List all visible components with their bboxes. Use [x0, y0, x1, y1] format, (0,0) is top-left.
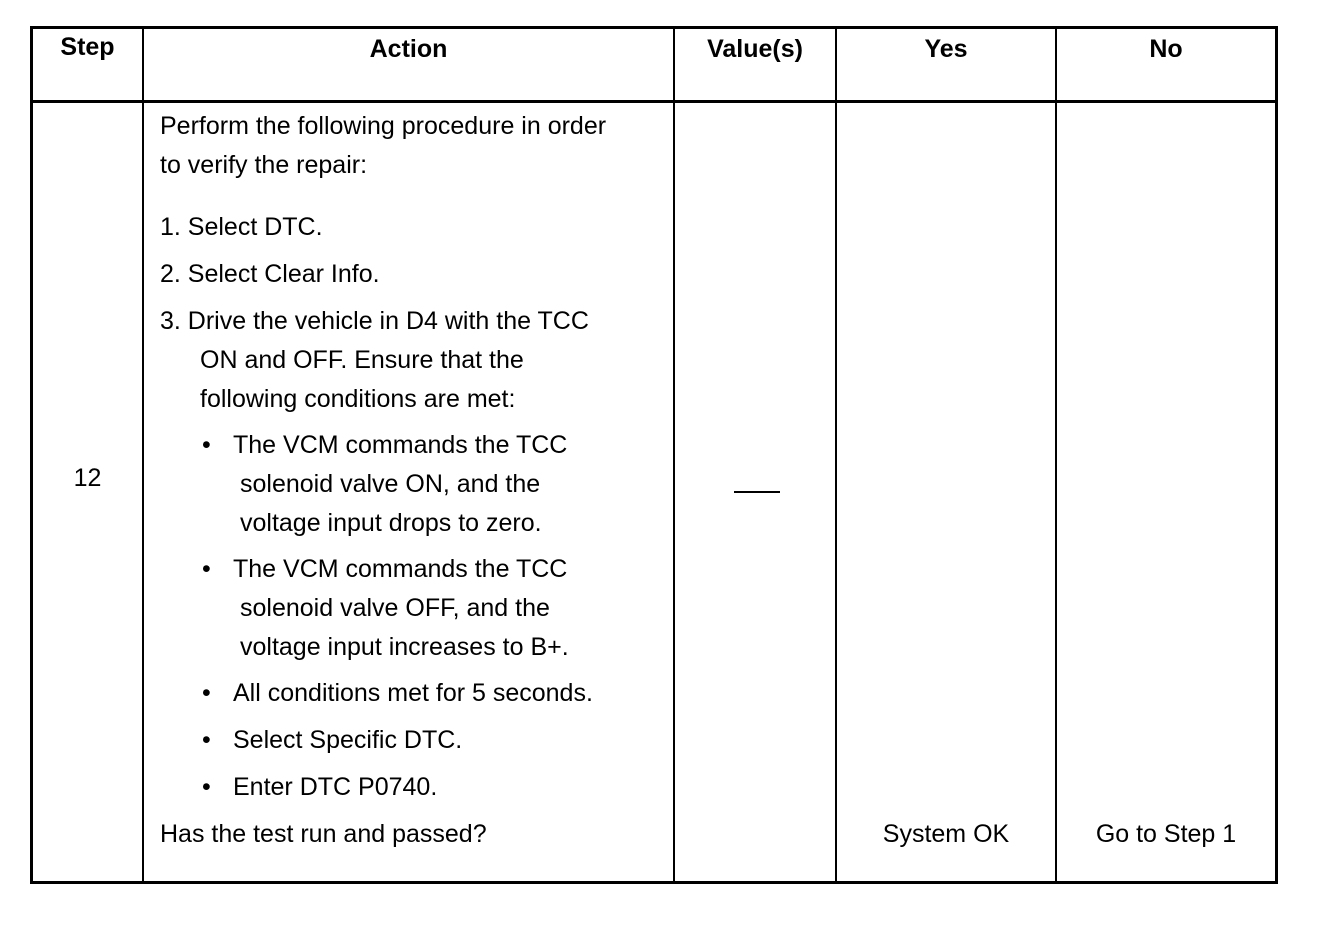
bullet-dot: •: [202, 679, 211, 707]
condition-bullet: [160, 768, 675, 807]
action-question: Has the test run and passed?: [160, 820, 487, 848]
bullet-text: The VCM commands the TCC: [233, 431, 568, 459]
header-no: No: [1149, 35, 1183, 63]
condition-bullet: [160, 674, 675, 713]
action-intro-line: Perform the following procedure in order: [160, 112, 607, 140]
bullet-dot: •: [202, 431, 211, 459]
action-step-3-cont: ON and OFF. Ensure that the: [200, 346, 524, 374]
bullet-text: The VCM commands the TCC: [233, 555, 568, 583]
bullet-text: Select Specific DTC.: [233, 726, 463, 754]
header-yes: Yes: [924, 35, 968, 63]
bullet-text-cont: voltage input drops to zero.: [240, 509, 542, 537]
bullet-text: Enter DTC P0740.: [233, 773, 438, 801]
action-step-2: 2. Select Clear Info.: [160, 260, 380, 288]
header-values: Value(s): [707, 35, 803, 63]
column-divider: [835, 29, 837, 881]
yes-result: System OK: [882, 820, 1010, 848]
action-cell: [160, 107, 675, 854]
step-number: 12: [73, 464, 102, 492]
bullet-dot: •: [202, 773, 211, 801]
action-step-1: 1. Select DTC.: [160, 213, 323, 241]
condition-bullet: [160, 550, 675, 589]
condition-bullet: [160, 721, 675, 760]
column-divider: [142, 29, 144, 881]
action-step-3-cont: following conditions are met:: [200, 385, 516, 413]
header-action: Action: [369, 35, 448, 63]
condition-bullet: [160, 426, 675, 465]
column-divider: [1055, 29, 1057, 881]
diagnostic-table: [30, 26, 1278, 884]
action-intro-line: to verify the repair:: [160, 151, 368, 179]
action-step-3: 3. Drive the vehicle in D4 with the TCC: [160, 307, 589, 335]
bullet-text-cont: solenoid valve ON, and the: [240, 470, 541, 498]
no-result: Go to Step 1: [1095, 820, 1237, 848]
bullet-dot: •: [202, 555, 211, 583]
value-dash: [734, 491, 780, 493]
bullet-dot: •: [202, 726, 211, 754]
header-divider: [33, 100, 1275, 103]
bullet-text-cont: solenoid valve OFF, and the: [240, 594, 550, 622]
bullet-text: All conditions met for 5 seconds.: [233, 679, 593, 707]
header-step: Step: [60, 33, 115, 61]
bullet-text-cont: voltage input increases to B+.: [240, 633, 569, 661]
